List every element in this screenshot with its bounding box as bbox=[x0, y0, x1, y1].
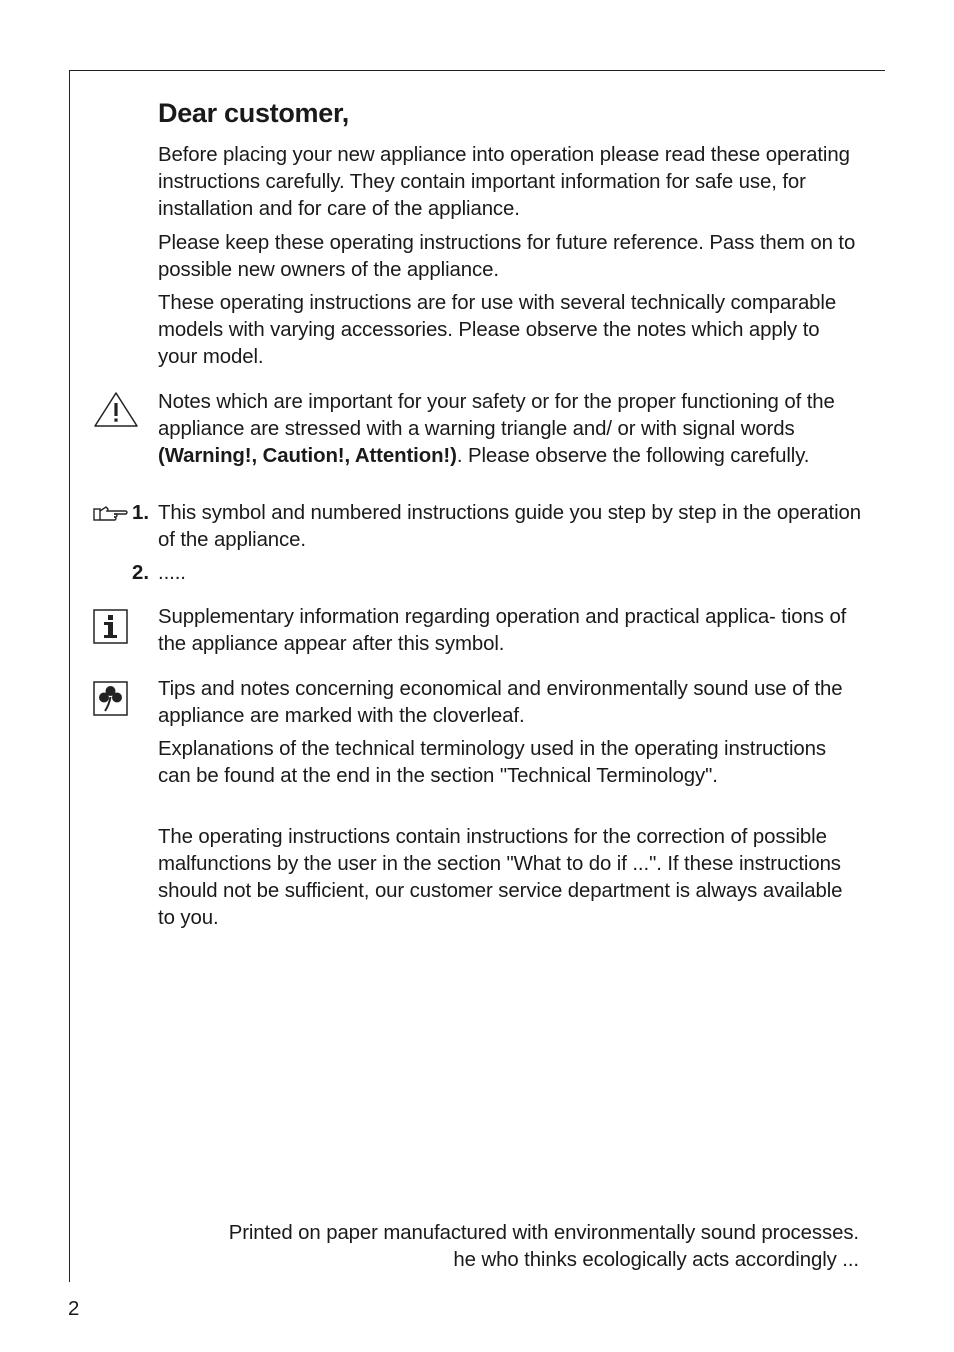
top-rule bbox=[69, 70, 885, 71]
step-number-2: 2. bbox=[132, 562, 150, 584]
intro-paragraph-2: Please keep these operating instructions for future reference. Pass them on to possible new owners of the appliance. bbox=[158, 232, 856, 281]
info-icon bbox=[93, 609, 128, 649]
intro-paragraph-1: Before placing your new appliance into operation please read these operating instructions carefully. They contain important information for safe use, for installation and for care of the appliance. bbox=[158, 144, 850, 220]
info-paragraph: Supplementary information regarding operation and practical applica- tions of the appliance appear after this symbol. bbox=[158, 606, 847, 655]
footer-line-1: Printed on paper manufactured with environmentally sound processes. bbox=[228, 1222, 859, 1244]
warning-paragraph bbox=[158, 389, 863, 470]
malfunctions-paragraph: The operating instructions contain instructions for the correction of possible malfunctions by the user in the section "What to do if ...". If these instructions should not be sufficient, our customer service department is always available to you. bbox=[158, 826, 843, 929]
page-heading: Dear customer, bbox=[158, 98, 349, 128]
intro-paragraph-3: These operating instructions are for use with several technically comparable models with varying accessories. Please observe the notes which apply to your model. bbox=[158, 292, 837, 368]
step-2-text: ..... bbox=[158, 562, 186, 584]
warning-text-end: . Please observe the following carefully. bbox=[456, 445, 810, 467]
terminology-paragraph: Explanations of the technical terminology used in the operating instructions can be found at the end in the section "Technical Terminology". bbox=[158, 738, 826, 787]
footer-note bbox=[229, 1220, 859, 1274]
step-1-text: This symbol and numbered instructions guide you step by step in the operation of the appliance. bbox=[158, 502, 861, 551]
left-rule bbox=[69, 70, 70, 1282]
signal-words: (Warning!, Caution!, Attention!) bbox=[158, 445, 457, 467]
cloverleaf-icon bbox=[93, 681, 128, 721]
warning-text-start: Notes which are important for your safety or for the proper functioning of the appliance are stressed with a warning triangle and/ or with signal words bbox=[158, 391, 835, 440]
step-number-1: 1. bbox=[132, 502, 150, 524]
pointing-hand-icon bbox=[93, 503, 129, 530]
warning-triangle-icon bbox=[93, 391, 139, 434]
footer-line-2: he who thinks ecologically acts accordingly ... bbox=[453, 1249, 859, 1271]
page-number: 2 bbox=[68, 1298, 80, 1320]
eco-paragraph: Tips and notes concerning economical and environmentally sound use of the appliance are marked with the cloverleaf. bbox=[158, 678, 843, 727]
